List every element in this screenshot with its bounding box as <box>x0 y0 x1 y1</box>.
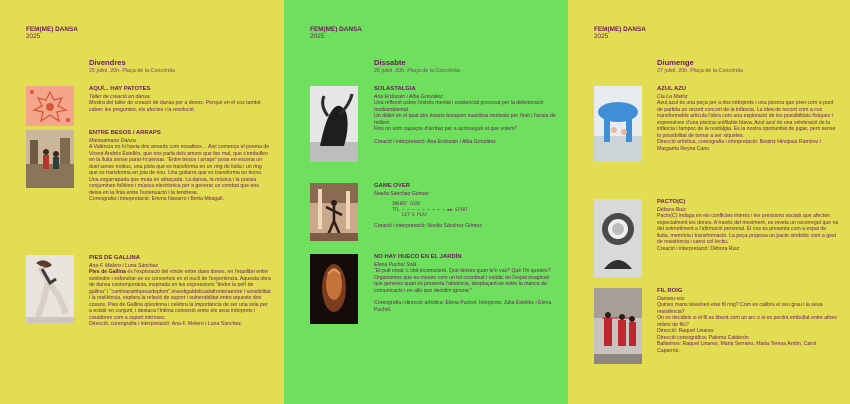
show-company: Cia La Matriz <box>657 93 688 100</box>
azul-azu-photo <box>594 86 642 162</box>
show-pacto <box>657 199 839 252</box>
game-line: TTL ← ← ← ← ← ← ← ← ← ▶▶ START <box>392 206 468 212</box>
show-title: AZUL AZU <box>657 86 687 92</box>
show-title: GAME OVER <box>374 183 411 189</box>
show-patotes <box>89 86 271 113</box>
festival-brand <box>594 26 646 41</box>
show-company: Danseu-vos <box>657 295 685 302</box>
show-company: Elena Puchol Solà <box>374 261 417 268</box>
game-screen-text <box>392 201 556 217</box>
show-title: FIL ROIG <box>657 288 683 294</box>
show-credit: Direcció: Raquel Linares Direcció coreogràfica: Paloma Calderón Ballarines: Raquel Linares, Maria Serrano, Maria Teresa Antón, Carol Caparrós. <box>657 328 817 354</box>
show-azul-azu <box>657 86 839 152</box>
day-date: 27 juliol, 20h. Plaça de la Concòrdia <box>657 68 744 74</box>
show-name-inline: Pies de Gallina <box>89 269 126 276</box>
show-description: “Et puit creat. L'obit inconscient. Què deixes quan te'n vas? Què t'hi quedes? Organismes que es mouen com un tot coordinat i estàtic en l'espai imaginari que generes quan es presenta l'absència, desplaçant-se entre la manca de comunicació i en allò que decidim ignorar.” <box>374 268 551 294</box>
show-title: PACTO(C) <box>657 199 686 205</box>
show-description: A València no hi havia dos amants com nosaltres… Així comença el poema de Vicent Andrés Estellés, que ens parla dels amors que fan mal, que s'embullen en la lluita sense parar-hi pensar. “Entre besos i arraps” posa en escena un duel sense motius, una pista que es transforma en un ring de lluita i un ring que es transforma en jota de nou. Una guitarra que es transforma en tecno. Una esgarrapada que muta en abraçada. La dansa, la música i la poesia conjuminen folklore i música electrònica per a generar un combat que ens deixa en la línia entre l'extenuació i la tendresa. <box>89 144 270 196</box>
show-credit: Creació i interpretació: Noelia Sánchez Gómez <box>374 223 482 230</box>
show-title: SOLASTALGIA <box>374 86 416 92</box>
game-line: INSERT COIN <box>392 201 420 207</box>
show-title: PIES DE GALLINA <box>89 255 141 261</box>
show-description: Quines mans teixeixen eixe fil roig? Com es calibra el seu grau i la seua resistència? On es decideix si el fil es tiberà com un arc o si es perdrà embullat entre altres milers de fils? <box>657 302 837 328</box>
brand-year: 2025 <box>310 33 325 41</box>
solastalgia-image <box>310 86 358 162</box>
brand-name: FEM(ME) DANSA <box>594 26 646 33</box>
fil-roig-image <box>594 288 642 364</box>
show-title: NO HAY HUECO EN EL JARDÍN <box>374 254 462 260</box>
show-company: Noelia Sánchez Gómez <box>374 190 429 197</box>
show-credit: Direcció, coreografia i interpretació: Ana F. Melero i Luna Sánchez. <box>89 321 243 328</box>
no-hay-hueco-image <box>310 254 358 324</box>
program-page-saturday <box>284 0 568 404</box>
show-credit: Coreografia i interpretació: Emma Navarro i Berta Miragall. <box>89 196 224 203</box>
show-description: Mostra del taller de creació de dansa per a dones. Perquè en el cos també caben les preguntes, els afectes i la revolució. <box>89 100 261 113</box>
solastalgia-photo <box>310 86 358 162</box>
show-description <box>89 269 271 321</box>
show-pies-de-gallina <box>89 255 271 328</box>
program-page-sunday <box>568 0 850 404</box>
show-company: Taller de creació en dansa <box>89 93 150 100</box>
patotes-graphic <box>26 86 74 126</box>
entre-besos-photo <box>26 130 74 188</box>
show-company: Mamoamano Danza <box>89 137 136 144</box>
show-fil-roig <box>657 288 839 354</box>
festival-brand <box>26 26 78 41</box>
no-hay-hueco-photo <box>310 254 358 324</box>
show-credit: Coreografia i direcció artística: Elena Puchol. Intèrprets: Júlia Estellés i Elena Puchol. <box>374 300 552 313</box>
pacto-photo <box>594 199 642 277</box>
entre-besos-image <box>26 130 74 188</box>
brand-name: FEM(ME) DANSA <box>26 26 78 33</box>
brand-name: FEM(ME) DANSA <box>310 26 362 33</box>
brand-year: 2025 <box>26 33 41 41</box>
show-game-over <box>374 183 556 230</box>
show-description: Una reflexió sobre l'estrès mental i existencial provocat per la deterioració mediambiental. Un diàlet en el qual dos éssers busquen suavitzar motivats per l'èxit i l'ansia de milloro. Fins on som capaços d'arribar per a aconseguir el que volem? <box>374 100 556 133</box>
show-credit: Direcció artística, coreografia i interpretació: Beatriz Hinojosa Ramírez i Margarita Reyna Cano <box>657 139 822 152</box>
show-description: Azul azul és una peça per a dos intèrprets i una piscina que pren com a punt de partida un record concret de la infància. La idea de record com a cos transformable articula l'obra com una exploració de les possibilitats físiques i expressives d'una piscina unifilable blava. Azul azul és una celebració de la infància i tampoc de la nostàlgia. És la nostra oportunitat de jugar, però sense la possibilitat de tornar a ser xiquetes. <box>657 100 836 139</box>
day-date: 25 juliol, 20h. Plaça de la Concòrdia <box>89 68 176 74</box>
game-over-photo <box>310 183 358 241</box>
show-credit: Creació i interpretació: Ana Erdozain i Alba González <box>374 138 496 145</box>
patotes-illustration <box>26 86 74 126</box>
show-company: Ana F. Melero i Luna Sánchez <box>89 262 159 269</box>
game-over-image <box>310 183 358 241</box>
pies-de-gallina-photo <box>26 255 74 323</box>
show-credit: Creació i interpretació: Débora Ruiz <box>657 245 740 252</box>
show-solastalgia <box>374 86 556 145</box>
day-title: Dissabte <box>374 58 406 67</box>
program-page-friday <box>0 0 284 404</box>
show-entre-besos <box>89 130 271 203</box>
game-line: LET'S PLAY <box>402 211 428 217</box>
show-no-hay-hueco <box>374 254 556 313</box>
azul-azu-image <box>594 86 642 162</box>
pacto-image <box>594 199 642 277</box>
fil-roig-photo <box>594 288 642 364</box>
show-title: AQUÍ... HAY PATOTES <box>89 86 151 92</box>
day-title: Divendres <box>89 58 126 67</box>
show-description-text: és l'exploració del vincle entre dues dones, en l'equilibri entre sostindre i esfondrar-se es converteix en el nucli de l'experiència. Aquesta obra de dansa contemporània, inspirada en les expressions “tindre la peŀl de gallina” i “caminarambpeusdeplom”,investigatdelicadafronteraentre l sensibilitat i la resiliència, explora la relació de suport i vulnerabilitat entre aquests dos cossos. Pies de Gallina qüestiona i celebra la importància de ser una sola per a existir en conjunt, i destaca l'íntima connexió entre els seus intèrprets i creadores com a suport intrínsec. <box>89 269 271 321</box>
show-title: ENTRE BESOS / ARRAPS <box>89 130 161 136</box>
show-company: Débora Ruiz <box>657 206 686 213</box>
show-description: Pacto(C) indaga en els conflictes interns i les pressions socials que afecten especialment les dones. A través del moviment, es revela un recorregut que va del sotmetiment a l'afirmació personal. El cos es presenta com a espai de lluita, memòria i transformació. La peça proposa un pacte simbòlic com a gest de resistència i canvi col·lectiu. <box>657 213 839 246</box>
show-company: Ana Erdozain i Alba González <box>374 93 443 100</box>
pies-de-gallina-image <box>26 255 74 323</box>
festival-brand <box>310 26 362 41</box>
day-title: Diumenge <box>657 58 694 67</box>
brand-year: 2025 <box>594 33 609 41</box>
day-date: 26 juliol, 20h. Plaça de la Concòrdia <box>374 68 461 74</box>
